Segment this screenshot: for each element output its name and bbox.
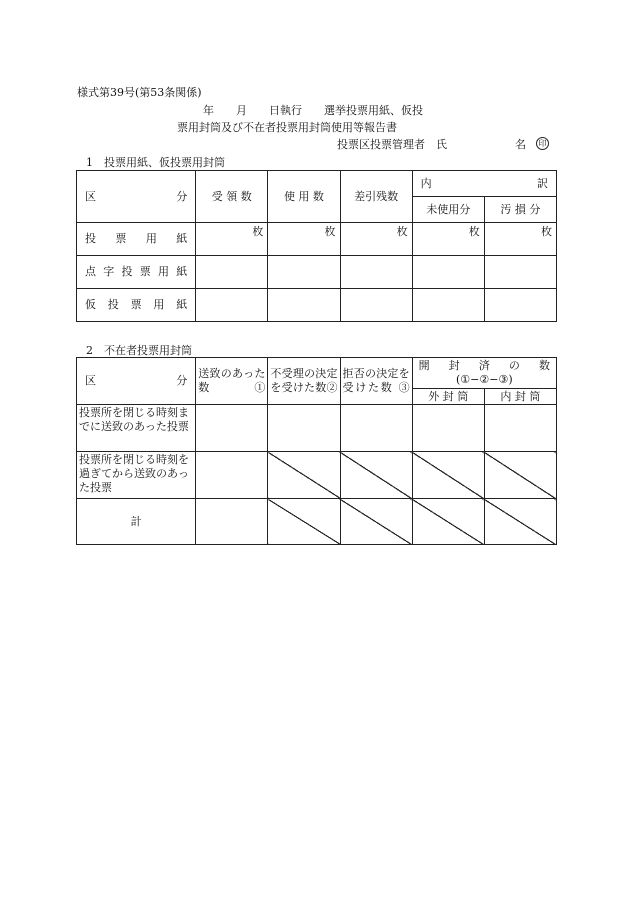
- value-cell[interactable]: [412, 289, 484, 322]
- value-cell[interactable]: [340, 405, 412, 452]
- unit-label: 枚: [340, 223, 412, 256]
- value-cell[interactable]: [268, 256, 340, 289]
- value-cell[interactable]: [412, 256, 484, 289]
- diagonal-cell: [412, 452, 484, 499]
- header-opened-formula: (①−②−③): [456, 373, 513, 386]
- value-cell[interactable]: [196, 499, 268, 545]
- diagonal-cell: [340, 452, 412, 499]
- form-number: 様式第39号(第53条関係): [77, 86, 202, 99]
- value-cell[interactable]: [340, 256, 412, 289]
- header-unused: 未使用分: [412, 197, 484, 223]
- header-inner-envelope: 内 封 筒: [484, 389, 556, 405]
- value-cell[interactable]: [340, 289, 412, 322]
- header-used: 使 用 数: [268, 171, 340, 223]
- section1-heading: 1 投票用紙、仮投票用封筒: [86, 156, 225, 169]
- section2-table: [76, 357, 557, 545]
- header-breakdown: 内 訳: [412, 171, 556, 197]
- value-cell[interactable]: [484, 405, 556, 452]
- section2-heading: 2 不在者投票用封筒: [86, 344, 192, 357]
- diagonal-cell: [268, 452, 340, 499]
- unit-label: 枚: [484, 223, 556, 256]
- value-cell[interactable]: [196, 289, 268, 322]
- value-cell[interactable]: [196, 405, 268, 452]
- value-cell[interactable]: [484, 289, 556, 322]
- row-before-closing: 投票所を閉じる時刻までに送致のあった投票: [77, 405, 196, 452]
- row-after-closing: 投票所を閉じる時刻を過ぎてから送致のあった投票: [77, 452, 196, 499]
- manager-name-label: 名: [515, 138, 526, 151]
- header-sent: 送致のあった 数 ①: [196, 358, 268, 405]
- section1-table: [76, 170, 557, 322]
- header-opened-label: 開 封 済 の 数: [418, 359, 550, 372]
- header-outer-envelope: 外 封 筒: [412, 389, 484, 405]
- header-damaged: 汚 損 分: [484, 197, 556, 223]
- diagonal-cell: [268, 499, 340, 545]
- row-braille-ballot: 点 字 投 票 用 紙: [77, 256, 196, 289]
- value-cell[interactable]: [268, 289, 340, 322]
- title-line-1: 年 月 日執行 選挙投票用紙、仮投: [203, 104, 423, 117]
- manager-label: 投票区投票管理者 氏: [337, 138, 447, 151]
- row-provisional-ballot: 仮 投 票 用 紙: [77, 289, 196, 322]
- diagonal-cell: [484, 452, 556, 499]
- header-refused: 拒否の決定を受けた数 ③: [340, 358, 412, 405]
- header-received: 受 領 数: [196, 171, 268, 223]
- value-cell[interactable]: [196, 452, 268, 499]
- row-total: 計: [77, 499, 196, 545]
- value-cell[interactable]: [484, 256, 556, 289]
- row-ballot-paper: 投 票 用 紙: [77, 223, 196, 256]
- header-remaining: 差引残数: [340, 171, 412, 223]
- value-cell[interactable]: [268, 405, 340, 452]
- header-category: 区 分: [77, 171, 196, 223]
- unit-label: 枚: [412, 223, 484, 256]
- value-cell[interactable]: [196, 256, 268, 289]
- title-line-2: 票用封筒及び不在者投票用封筒使用等報告書: [177, 121, 397, 134]
- unit-label: 枚: [196, 223, 268, 256]
- seal-icon: 印: [536, 137, 549, 150]
- value-cell[interactable]: [412, 405, 484, 452]
- header-category: 区 分: [77, 358, 196, 405]
- diagonal-cell: [340, 499, 412, 545]
- diagonal-cell: [484, 499, 556, 545]
- diagonal-cell: [412, 499, 484, 545]
- header-rejected: 不受理の決定を受けた数②: [268, 358, 340, 405]
- header-opened: [412, 358, 556, 389]
- unit-label: 枚: [268, 223, 340, 256]
